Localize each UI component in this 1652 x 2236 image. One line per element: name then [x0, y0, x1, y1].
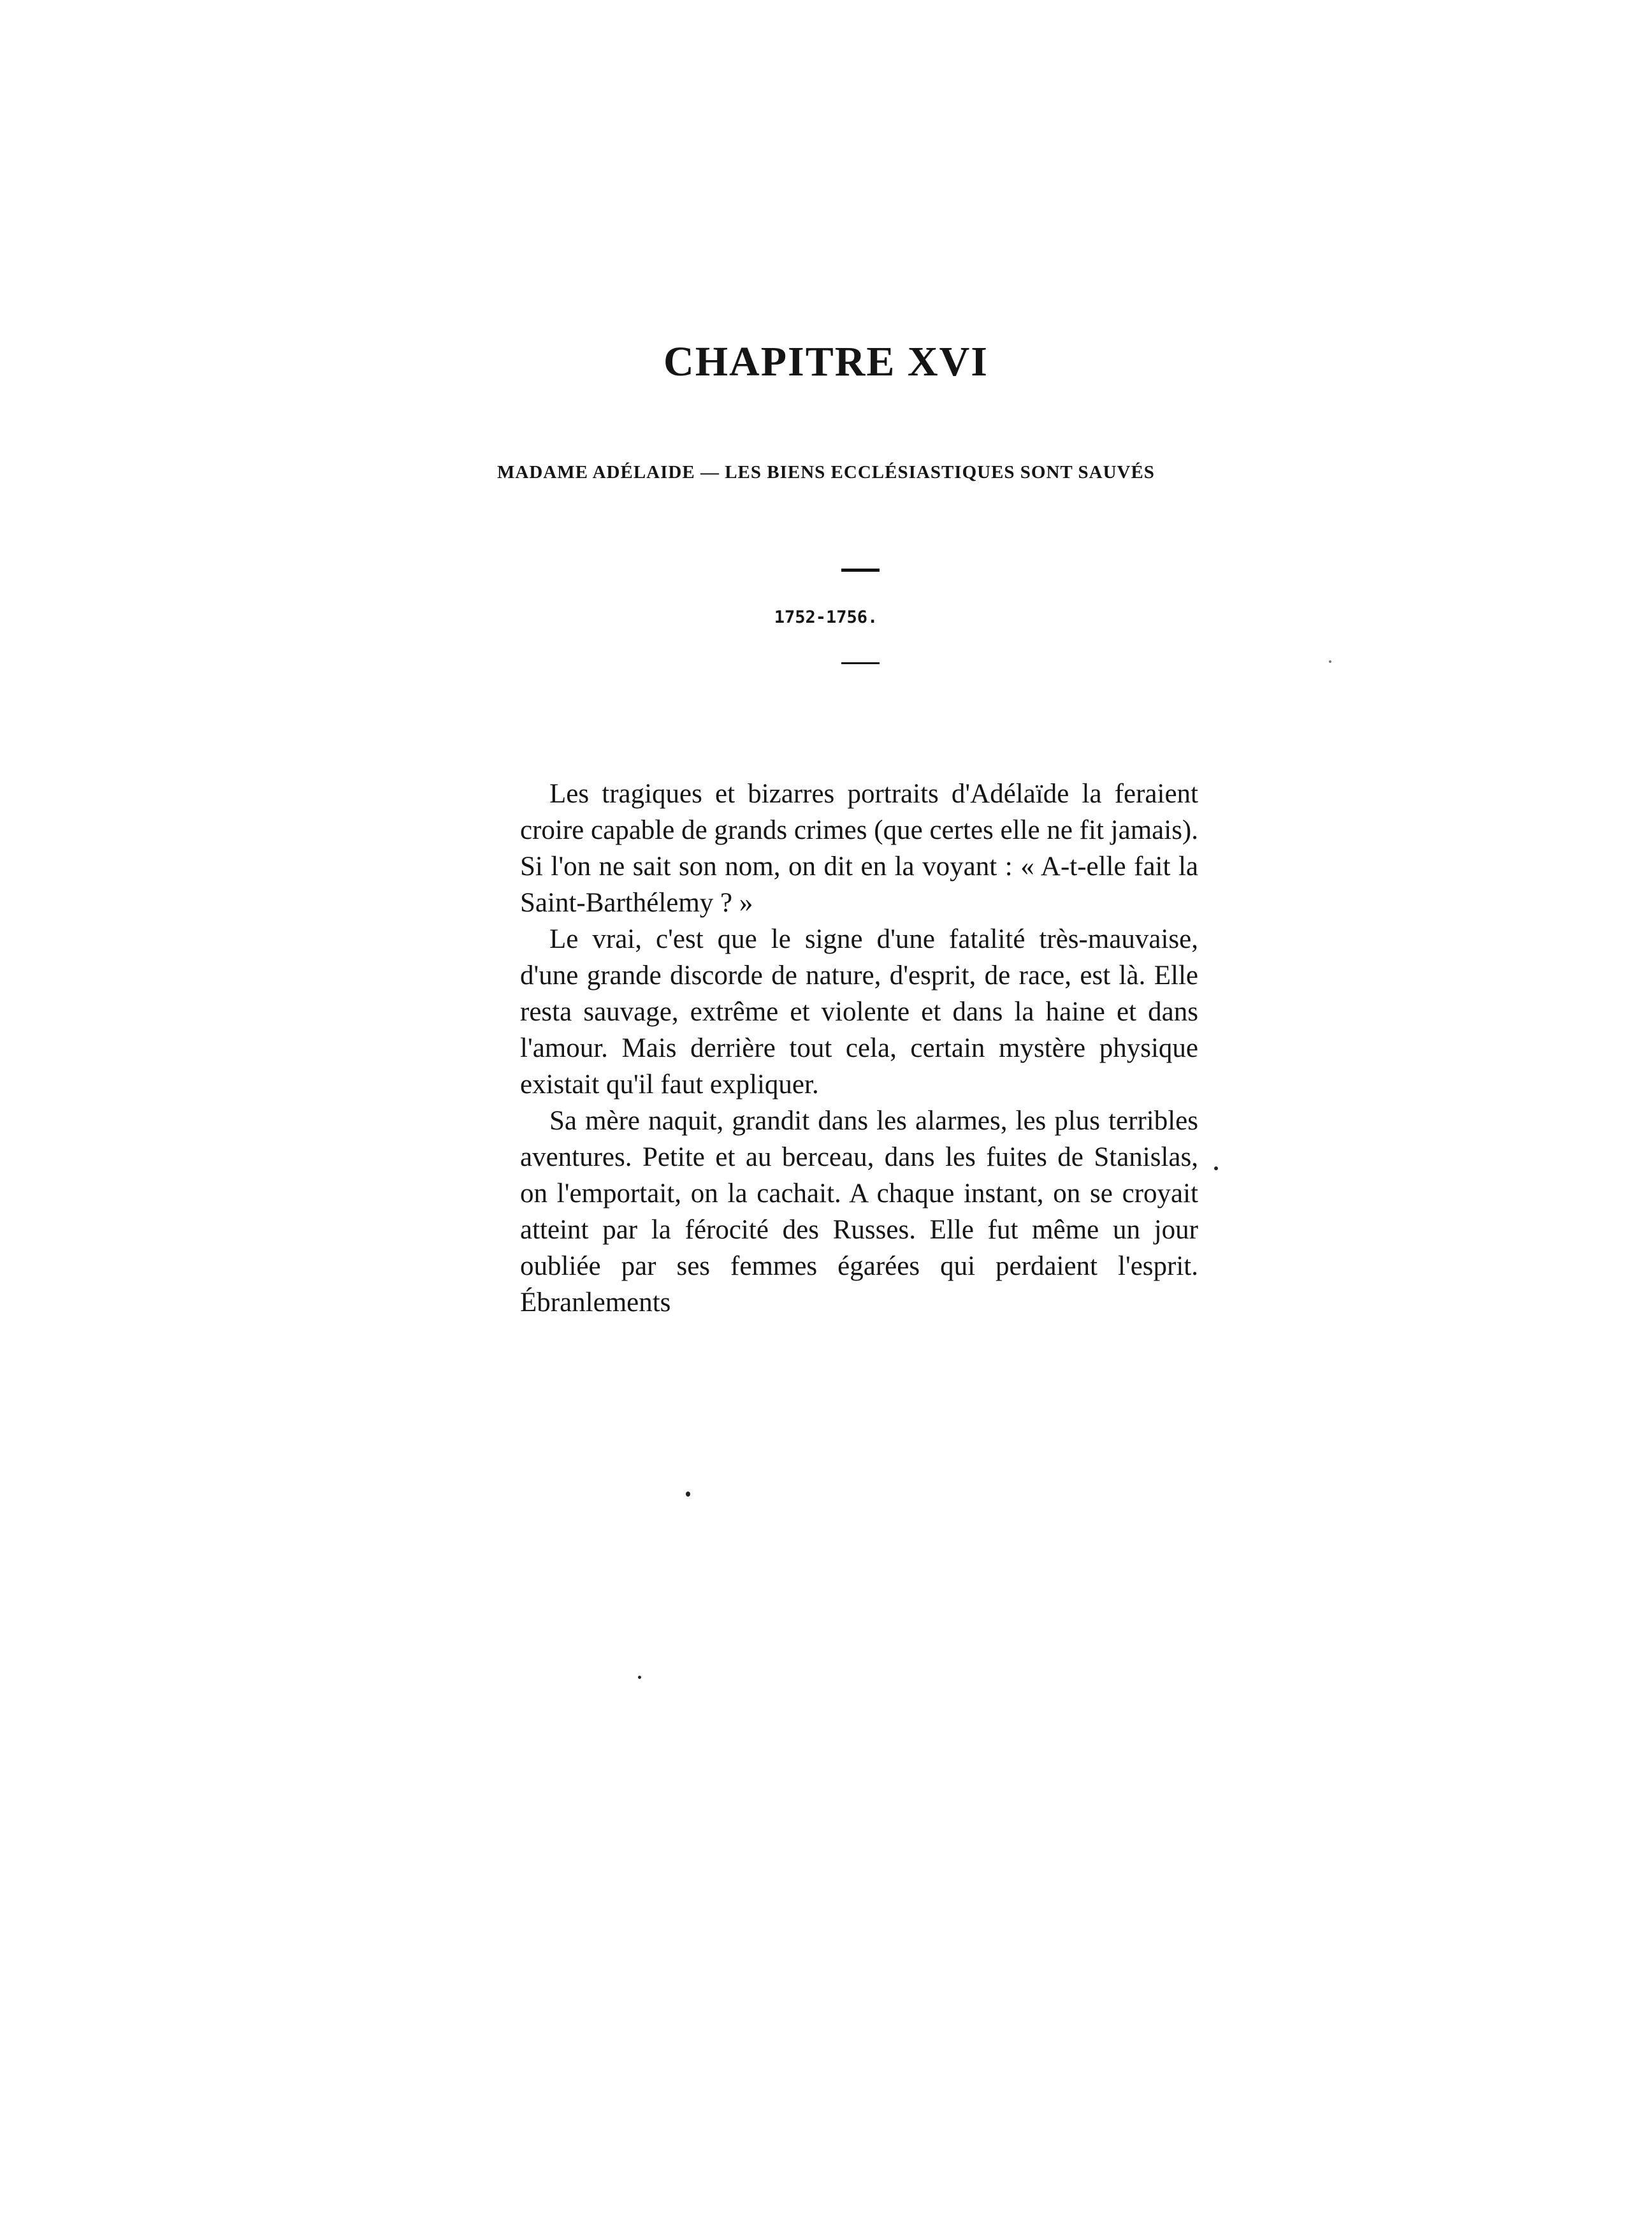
scan-speck	[686, 1492, 690, 1497]
divider-top	[841, 569, 880, 572]
scan-speck	[1329, 660, 1331, 663]
scan-speck	[1214, 1166, 1218, 1170]
body-text	[520, 776, 1198, 1321]
paragraph: Sa mère naquit, grandit dans les alarmes, les plus terribles aventures. Petite et au berceau, dans les fuites de Stanislas, on l'emportait, on la cachait. A chaque instant, on se croyait atteint par la férocité des Russes. Elle fut même un jour oubliée par ses femmes égarées qui perdaient l'esprit. Ébranlements	[520, 1106, 1198, 1318]
scan-speck	[638, 1676, 641, 1679]
chapter-title: CHAPITRE XVI	[663, 338, 989, 385]
date-range: 1752-1756.	[774, 607, 878, 627]
paragraph: Le vrai, c'est que le signe d'une fatalité très-mauvaise, d'une grande discorde de nature, d'esprit, de race, est là. Elle resta sauvage, extrême et violente et dans la haine et dans l'amour. Mais derrière tout cela, certain mystère physique existait qu'il faut expliquer.	[520, 924, 1198, 1100]
chapter-subtitle: MADAME ADÉLAIDE — LES BIENS ECCLÉSIASTIQUES SONT SAUVÉS	[497, 462, 1155, 483]
paragraph: Les tragiques et bizarres portraits d'Adélaïde la feraient croire capable de grands crimes (que certes elle ne fit jamais). Si l'on ne sait son nom, on dit en la voyant : « A-t-elle fait la Saint-Barthélemy ? »	[520, 779, 1198, 918]
divider-bottom	[841, 662, 880, 664]
